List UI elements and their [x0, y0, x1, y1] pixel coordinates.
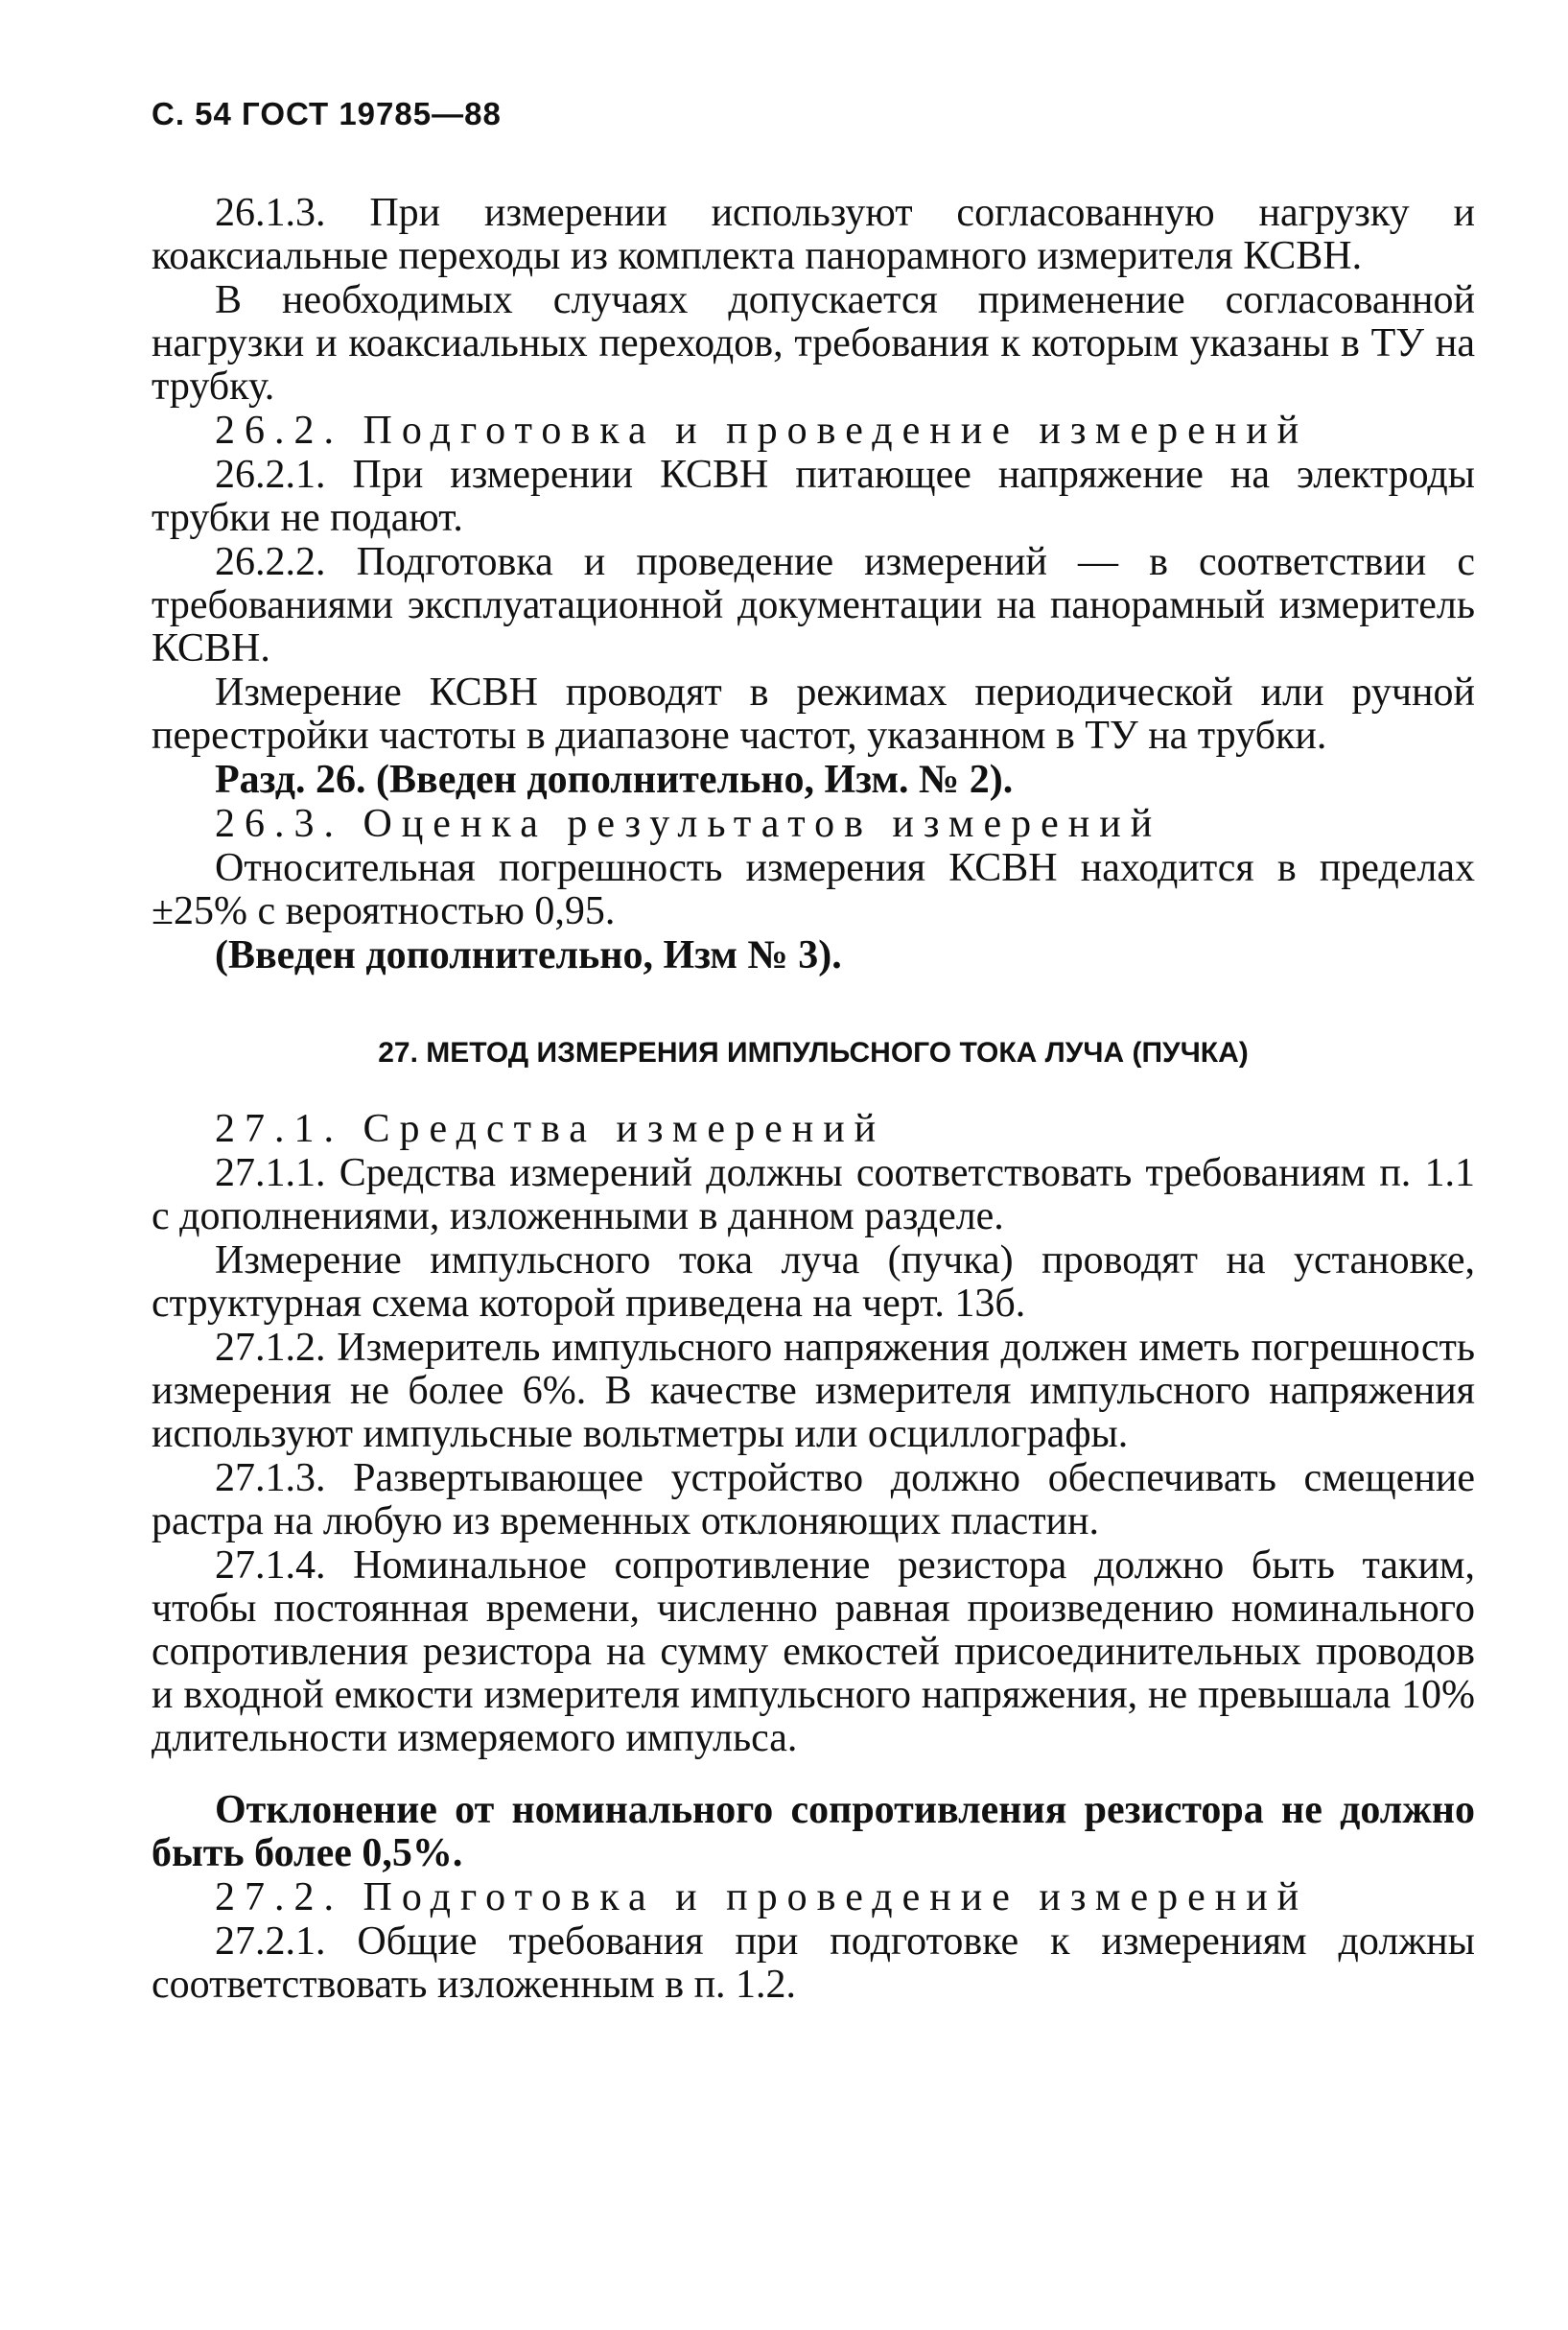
paragraph-27-1-4: 27.1.4. Номинальное сопротивление резистора должно быть таким, чтобы постоянная времени, численно равная произведению номинального сопротивления резистора на сумму емкостей присоединительных проводов и входной емкости измерителя импульсного напряжения, не превышала 10% длительности измеряемого импульса.	[152, 1543, 1475, 1760]
amendment-note-26-3: (Введен дополнительно, Изм № 3).	[215, 933, 842, 977]
subheading-27-1: 27.1. Средства измерений	[215, 1107, 886, 1151]
paragraph-resistor-deviation: Отклонение от номинального сопротивления резистора не должно быть более 0,5%.	[152, 1788, 1475, 1875]
paragraph-26-1-3-note: В необходимых случаях допускается применение согласованной нагрузки и коаксиальных переходов, требования к которым указаны в ТУ на трубку.	[152, 278, 1475, 409]
page-body	[152, 96, 1475, 2008]
paragraph-27-2-1: 27.2.1. Общие требования при подготовке к измерениям должны соответствовать изложенным в п. 1.2.	[152, 1919, 1475, 2007]
paragraph-27-1-1: 27.1.1. Средства измерений должны соответствовать требованиям п. 1.1 с дополнениями, изложенными в данном разделе.	[152, 1151, 1475, 1238]
paragraph-26-2-2-note: Измерение КСВН проводят в режимах периодической или ручной перестройки частоты в диапазоне частот, указанном в ТУ на трубки.	[152, 671, 1475, 758]
paragraph-26-3: Относительная погрешность измерения КСВН находится в пределах ±25% с вероятностью 0,95.	[152, 846, 1475, 933]
section-title-27: 27. МЕТОД ИЗМЕРЕНИЯ ИМПУЛЬСНОГО ТОКА ЛУЧА (ПУЧКА)	[378, 1037, 1249, 1069]
paragraph-26-1-3: 26.1.3. При измерении используют согласованную нагрузку и коаксиальные переходы из комплекта панорамного измерителя КСВН.	[152, 191, 1475, 278]
amendment-note-26: Разд. 26. (Введен дополнительно, Изм. № 2).	[215, 758, 1014, 802]
paragraph-27-1-1-note: Измерение импульсного тока луча (пучка) проводят на установке, структурная схема которой приведена на черт. 13б.	[152, 1238, 1475, 1326]
paragraph-27-1-3: 27.1.3. Развертывающее устройство должно обеспечивать смещение растра на любую из временных отклоняющих пластин.	[152, 1456, 1475, 1543]
paragraph-26-2-2: 26.2.2. Подготовка и проведение измерений — в соответствии с требованиями эксплуатационной документации на панорамный измеритель КСВН.	[152, 540, 1475, 671]
subheading-26-2: 26.2. Подготовка и проведение измерений	[215, 409, 1309, 453]
running-head: С. 54 ГОСТ 19785—88	[152, 96, 502, 131]
subheading-26-3: 26.3. Оценка результатов измерений	[215, 802, 1162, 846]
paragraph-27-1-2: 27.1.2. Измеритель импульсного напряжения должен иметь погрешность измерения не более 6%. В качестве измерителя импульсного напряжения используют импульсные вольтметры или осциллографы.	[152, 1326, 1475, 1456]
paragraph-26-2-1: 26.2.1. При измерении КСВН питающее напряжение на электроды трубки не подают.	[152, 453, 1475, 540]
subheading-27-2: 27.2. Подготовка и проведение измерений	[215, 1875, 1309, 1919]
